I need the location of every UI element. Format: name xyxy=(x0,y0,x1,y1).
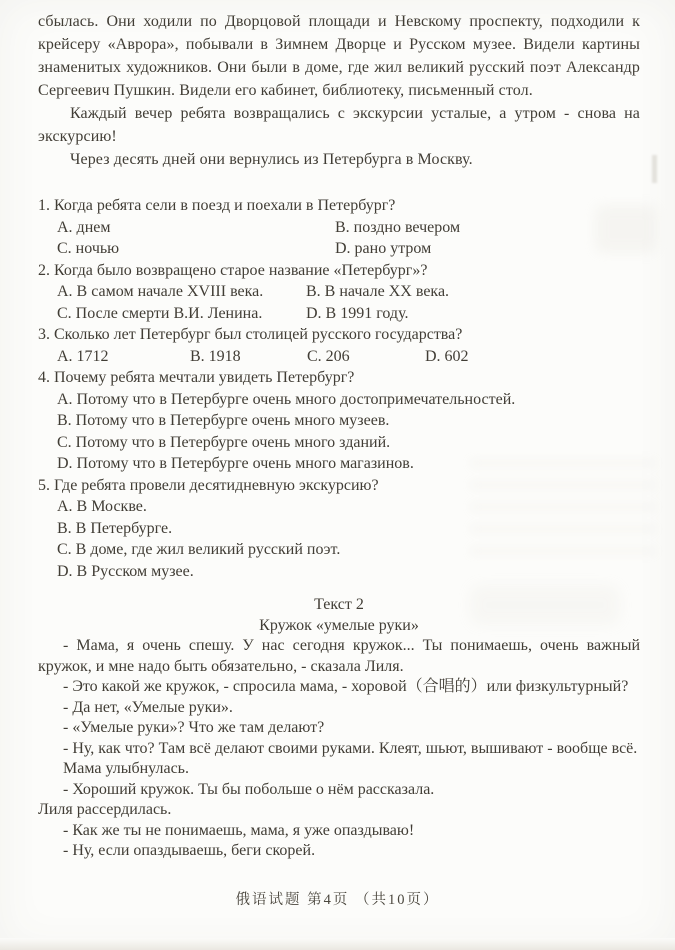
question-5-options xyxy=(38,496,640,582)
option-c: C. В доме, где жил великий русский поэт. xyxy=(57,541,341,558)
option-b: B. В Петербурге. xyxy=(57,519,173,537)
text2-title: Текст 2 xyxy=(314,596,364,613)
question-text: Сколько лет Петербург был столицей русского государства? xyxy=(54,326,463,343)
passage-paragraph-2: Каждый вечер ребята возвращались с экскурсии усталые, а утром - снова на экскурсию! xyxy=(38,105,640,145)
option-c: C. 206 xyxy=(307,347,350,365)
page-footer: 俄语试题 第4页 （共10页） xyxy=(235,892,440,908)
question-text: Почему ребята мечтали увидеть Петербург? xyxy=(54,369,355,386)
question-3-text xyxy=(38,324,640,346)
question-4-text xyxy=(38,367,640,389)
option-d: D. В 1991 году. xyxy=(306,304,409,322)
option-a: A. 1712 xyxy=(57,347,109,365)
dialogue-line: - Ну, как что? Там всё делают своими руками. Клеят, шьют, вышивают - вообще всё. xyxy=(63,739,638,757)
dialogue-line: - Ну, если опаздываешь, беги скорей. xyxy=(63,842,316,859)
question-1-text xyxy=(38,195,640,217)
question-3-options xyxy=(38,346,640,368)
option-b: B. 1918 xyxy=(190,347,241,365)
question-5 xyxy=(38,475,640,583)
option-d: D. Потому что в Петербурге очень много магазинов. xyxy=(57,455,414,472)
option-b: B. поздно вечером xyxy=(335,218,461,236)
option-d: D. 602 xyxy=(425,347,469,365)
question-4-options xyxy=(38,389,640,475)
option-b: B. В начале XX века. xyxy=(306,283,450,300)
question-text: Когда было возвращено старое название «Петербург»? xyxy=(54,261,428,279)
option-c: C. После смерти В.И. Ленина. xyxy=(57,304,263,322)
option-a: A. днем xyxy=(57,218,111,236)
scan-artifact xyxy=(0,938,675,950)
question-5-text xyxy=(38,475,640,497)
dialogue-line: - Как же ты не понимаешь, мама, я уже опаздываю! xyxy=(63,821,415,839)
question-4 xyxy=(38,367,640,475)
option-a: A. Потому что в Петербурге очень много достопримечательностей. xyxy=(57,390,516,408)
question-1 xyxy=(38,195,640,260)
option-a: A. В самом начале XVIII века. xyxy=(57,283,264,300)
dialogue-line: - Да нет, «Умелые руки». xyxy=(63,698,233,716)
passage-paragraph-1: сбылась. Они ходили по Дворцовой площади и Невскому проспекту, подходили к крейсеру «Аврора», побывали в Зимнем Дворце и Русском музее. Видели картины знаменитых художников. Они были в доме, где жил великий русский поэт Александр Сергеевич Пушкин. Видели его кабинет, библиотеку, письменный стол. xyxy=(38,13,640,99)
option-d: D. рано утром xyxy=(335,240,432,257)
text2-section xyxy=(38,595,640,862)
option-c: C. Потому что в Петербурге очень много зданий. xyxy=(57,433,391,451)
question-number: 2. xyxy=(38,261,50,279)
dialogue-line: - «Умелые руки»? Что же там делают? xyxy=(63,719,325,736)
question-number: 3. xyxy=(38,326,50,343)
question-2-options xyxy=(38,281,640,324)
text2-subtitle: Кружок «умелые руки» xyxy=(259,616,419,634)
question-text: Где ребята провели десятидневную экскурсию? xyxy=(54,476,379,494)
dialogue-line: Лиля рассердилась. xyxy=(38,801,172,818)
question-number: 4. xyxy=(38,369,50,386)
option-d: D. В Русском музее. xyxy=(57,562,194,580)
option-b: B. Потому что в Петербурге очень много музеев. xyxy=(57,412,390,429)
question-list xyxy=(38,195,640,582)
question-1-options xyxy=(38,217,640,260)
question-text: Когда ребята сели в поезд и поехали в Петербург? xyxy=(54,197,396,214)
passage-paragraph-3: Через десять дней они вернулись из Петербурга в Москву. xyxy=(70,151,473,168)
question-number: 1. xyxy=(38,197,50,214)
question-number: 5. xyxy=(38,476,50,494)
dialogue-line: - Мама, я очень спешу. У нас сегодня кружок... Ты понимаешь, очень важный кружок, и мне надо быть обязательно, - сказала Лиля. xyxy=(38,637,640,675)
question-2 xyxy=(38,260,640,325)
dialogue-line: Мама улыбнулась. xyxy=(63,760,189,777)
question-3 xyxy=(38,324,640,367)
dialogue-line: - Это какой же кружок, - спросила мама, - хоровой（合唱的）или физкультурный? xyxy=(63,678,629,695)
question-2-text xyxy=(38,260,640,282)
option-c: C. ночью xyxy=(57,240,120,257)
reading-passage xyxy=(38,10,640,171)
dialogue-line: - Хороший кружок. Ты бы побольше о нём рассказала. xyxy=(63,780,435,798)
option-a: A. В Москве. xyxy=(57,498,147,515)
